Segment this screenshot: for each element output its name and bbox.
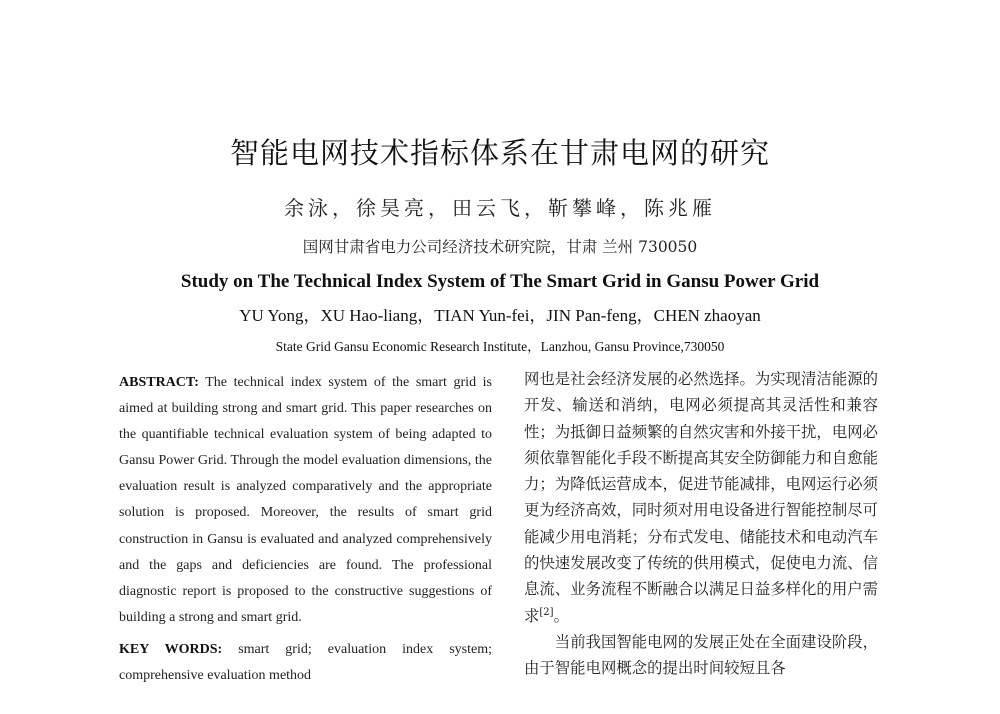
keywords-label: KEY WORDS: xyxy=(119,641,223,657)
left-column xyxy=(119,370,492,689)
abstract xyxy=(119,370,492,631)
citation-ref: [2] xyxy=(539,606,554,618)
body-paragraph-1-end: 。 xyxy=(553,606,569,625)
en-authors: YU Yong，XU Hao-liang，TIAN Yun-fei，JIN Pan-feng，CHEN zhaoyan xyxy=(239,306,761,325)
keywords-text: smart grid; evaluation index system; comprehensive evaluation method xyxy=(119,641,493,683)
abstract-text: The technical index system of the smart grid is aimed at building strong and smart grid. This paper researches on the quantifiable technical evaluation system of being adapted to Gansu Power Grid. Through the model evaluation dimensions, the evaluation result is analyzed comparatively and the appropriate solution is proposed. Moreover, the results of smart grid construction in Gansu is evaluated and analyzed comprehensively and the gaps and deficiencies are found. The professional diagnostic report is proposed to the constructive suggestions of building a strong and smart grid. xyxy=(119,375,492,625)
cn-title: 智能电网技术指标体系在甘肃电网的研究 xyxy=(229,136,770,170)
en-affiliation: State Grid Gansu Economic Research Institute，Lanzhou, Gansu Province,730050 xyxy=(275,339,725,354)
cn-authors: 余泳，徐昊亮，田云飞，靳攀峰，陈兆雁 xyxy=(284,196,716,220)
body-paragraph-1-text: 网也是社会经济发展的必然选择。为实现清洁能源的开发、输送和消纳，电网必须提高其灵活性和兼容性；为抵御日益频繁的自然灾害和外接干扰，电网必须依靠智能化手段不断提高其安全防御能力和自愈能力；为降低运营成本，促进节能减排，电网运行必须更为经济高效，同时须对用电设备进行智能控制尽可能减少用电消耗；分布式发电、储能技术和电动汽车的快速发展改变了传统的供用模式，促使电力流、信息流、业务流程不断融合以满足日益多样化的用户需求 xyxy=(524,370,878,625)
body-paragraph-2: 当前我国智能电网的发展正处在全面建设阶段，由于智能电网概念的提出时间较短且各 xyxy=(524,632,879,678)
en-title: Study on The Technical Index System of The Smart Grid in Gansu Power Grid xyxy=(180,271,820,292)
cn-affiliation: 国网甘肃省电力公司经济技术研究院，甘肃 兰州 730050 xyxy=(302,238,698,256)
keywords xyxy=(119,637,492,689)
abstract-label: ABSTRACT: xyxy=(119,375,199,390)
body-paragraph-1 xyxy=(524,366,878,629)
right-column xyxy=(524,366,878,682)
